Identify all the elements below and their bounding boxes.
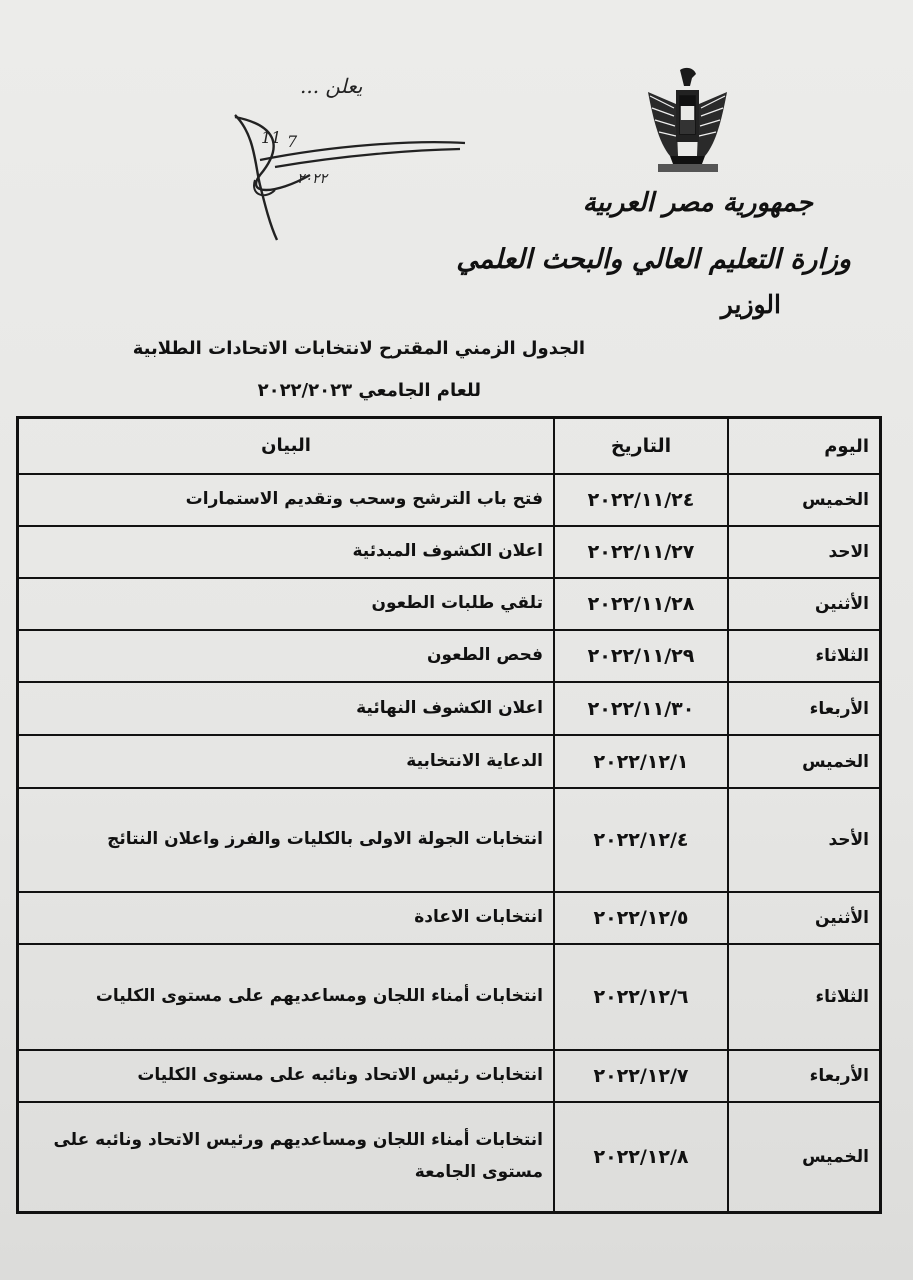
date-cell: ٢٠٢٢/١١/٢٨ (554, 578, 728, 630)
signature (215, 105, 485, 245)
table-row (18, 788, 881, 892)
table-header-row (18, 418, 881, 475)
description-cell: انتخابات أمناء اللجان ومساعديهم ورئيس الاتحاد ونائبه على مستوى الجامعة (18, 1102, 555, 1212)
description-cell: انتخابات الاعادة (18, 892, 555, 944)
date-cell: ٢٠٢٢/١٢/١ (554, 735, 728, 788)
document-title: الجدول الزمني المقترح لانتخابات الاتحادات الطلابية (132, 338, 585, 359)
office-title: الوزير (720, 290, 781, 319)
description-cell: انتخابات رئيس الاتحاد ونائبه على مستوى الكليات (18, 1050, 555, 1102)
table-row (18, 735, 881, 788)
day-cell: الأربعاء (728, 682, 881, 735)
date-cell: ٢٠٢٢/١١/٣٠ (554, 682, 728, 735)
date-cell: ٢٠٢٢/١٢/٨ (554, 1102, 728, 1212)
description-cell: اعلان الكشوف النهائية (18, 682, 555, 735)
ministry-name: وزارة التعليم العالي والبحث العلمي (456, 244, 851, 275)
table-row (18, 630, 881, 682)
day-cell: الخميس (728, 474, 881, 526)
day-cell: الثلاثاء (728, 944, 881, 1050)
description-cell: الدعاية الانتخابية (18, 735, 555, 788)
table-row (18, 526, 881, 578)
svg-text:11: 11 (261, 128, 282, 147)
date-cell: ٢٠٢٢/١٢/٥ (554, 892, 728, 944)
date-cell: ٢٠٢٢/١١/٢٤ (554, 474, 728, 526)
description-cell: تلقي طلبات الطعون (18, 578, 555, 630)
table-row (18, 682, 881, 735)
svg-text:٢٠٢٢: ٢٠٢٢ (297, 171, 328, 187)
table-row (18, 892, 881, 944)
day-cell: الأثنين (728, 892, 881, 944)
date-cell: ٢٠٢٢/١٢/٧ (554, 1050, 728, 1102)
eagle-emblem-icon (640, 64, 735, 176)
table-row (18, 578, 881, 630)
description-cell: اعلان الكشوف المبدئية (18, 526, 555, 578)
day-cell: الأحد (728, 788, 881, 892)
schedule-table (16, 416, 882, 1214)
table-row (18, 1102, 881, 1212)
column-header-day: اليوم (728, 418, 881, 475)
column-header-description: البيان (18, 418, 555, 475)
day-cell: الخميس (728, 1102, 881, 1212)
day-cell: الخميس (728, 735, 881, 788)
table-row (18, 474, 881, 526)
description-cell: فحص الطعون (18, 630, 555, 682)
country-name: جمهورية مصر العربية (582, 188, 813, 218)
column-header-date: التاريخ (554, 418, 728, 475)
day-cell: الاحد (728, 526, 881, 578)
description-cell: فتح باب الترشح وسحب وتقديم الاستمارات (18, 474, 555, 526)
table-row (18, 1050, 881, 1102)
date-cell: ٢٠٢٢/١١/٢٩ (554, 630, 728, 682)
date-cell: ٢٠٢٢/١٢/٤ (554, 788, 728, 892)
date-cell: ٢٠٢٢/١٢/٦ (554, 944, 728, 1050)
table-row (18, 944, 881, 1050)
description-cell: انتخابات أمناء اللجان ومساعديهم على مستوى الكليات (18, 944, 555, 1050)
handwritten-note: يعلن ... (300, 74, 363, 98)
day-cell: الثلاثاء (728, 630, 881, 682)
day-cell: الأثنين (728, 578, 881, 630)
day-cell: الأربعاء (728, 1050, 881, 1102)
date-cell: ٢٠٢٢/١١/٢٧ (554, 526, 728, 578)
svg-text:7: 7 (287, 132, 298, 151)
document-subtitle: للعام الجامعي ٢٠٢٢/٢٠٢٣ (257, 380, 481, 401)
description-cell: انتخابات الجولة الاولى بالكليات والفرز واعلان النتائج (18, 788, 555, 892)
